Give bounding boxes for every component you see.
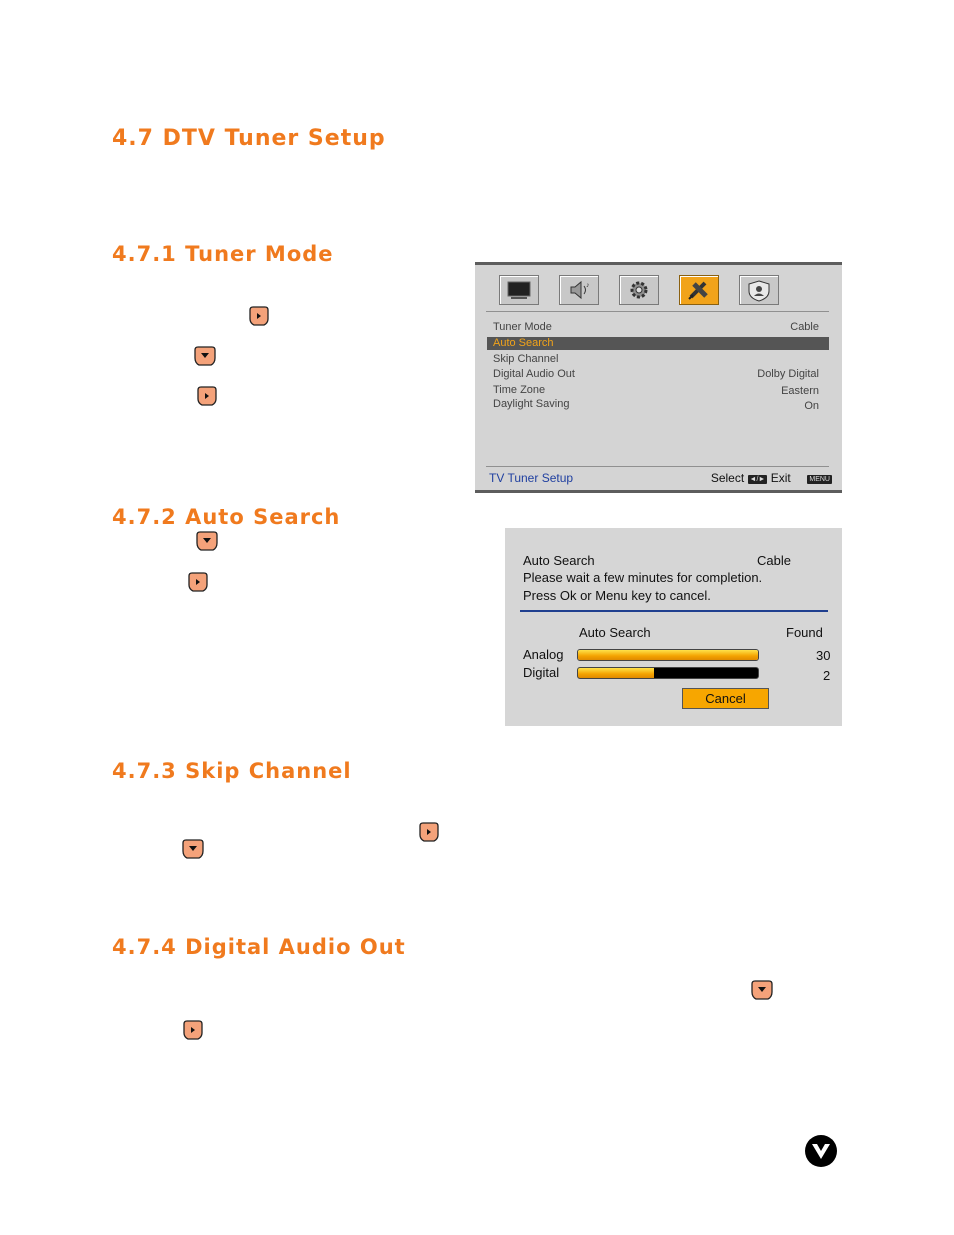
analog-progress-bar (577, 649, 759, 661)
section-heading-4-7-1: 4.7.1 Tuner Mode (112, 242, 334, 266)
search-instruction-line2: Press Ok or Menu key to cancel. (523, 588, 711, 603)
parental-lock-icon[interactable] (739, 275, 779, 305)
digital-label: Digital (523, 665, 560, 680)
exit-hint-label: Exit (770, 471, 791, 485)
tuner-setup-menu-screenshot (475, 262, 842, 493)
speaker-audio-icon[interactable] (559, 275, 599, 305)
menu-divider (486, 466, 829, 467)
select-key-icon: ◄/► (749, 476, 766, 483)
menu-item-label: Skip Channel (493, 353, 559, 365)
section-heading-4-7-2: 4.7.2 Auto Search (112, 505, 341, 529)
section-heading-4-7-4: 4.7.4 Digital Audio Out (112, 935, 406, 959)
menu-item-time-zone[interactable] (487, 384, 829, 397)
menu-item-daylight-saving[interactable] (487, 398, 829, 411)
menu-footer-title: TV Tuner Setup (489, 471, 574, 485)
right-arrow-button-icon (419, 822, 439, 842)
vizio-logo (805, 1135, 837, 1167)
menu-item-label: Digital Audio Out (493, 368, 575, 380)
analog-count: 30 (816, 648, 831, 663)
menu-item-label: Tuner Mode (493, 321, 552, 333)
gear-setup-icon[interactable] (619, 275, 659, 305)
right-arrow-button-icon (183, 1020, 203, 1040)
search-mode-value: Cable (757, 553, 791, 568)
menu-item-digital-audio-out[interactable] (487, 368, 829, 381)
section-heading-4-7: 4.7 DTV Tuner Setup (112, 126, 386, 151)
menu-divider (486, 311, 829, 312)
progress-header: Auto Search (579, 625, 651, 640)
menu-key-icon: MENU (809, 476, 830, 483)
digital-progress-fill (578, 668, 654, 678)
menu-item-value: Eastern (781, 385, 819, 397)
search-title: Auto Search (523, 553, 595, 568)
digital-count: 2 (823, 668, 831, 683)
menu-item-label: Daylight Saving (493, 398, 570, 410)
svg-text:♪: ♪ (586, 282, 590, 289)
menu-item-label: Auto Search (493, 337, 554, 349)
menu-footer-hints (711, 471, 832, 485)
right-arrow-button-icon (249, 306, 269, 326)
search-divider (520, 610, 828, 612)
right-arrow-button-icon (188, 572, 208, 592)
select-hint-label: Select (710, 471, 745, 485)
right-arrow-button-icon (197, 386, 217, 406)
digital-progress-bar (577, 667, 759, 679)
menu-item-value: Cable (790, 321, 819, 333)
analog-label: Analog (523, 647, 564, 662)
satellite-tuner-icon[interactable] (679, 275, 719, 305)
section-heading-4-7-3: 4.7.3 Skip Channel (112, 759, 352, 783)
down-arrow-button-icon (182, 839, 202, 859)
auto-search-screenshot (505, 528, 842, 726)
found-header: Found (786, 625, 823, 640)
analog-progress-fill (578, 650, 758, 660)
search-instruction-line1: Please wait a few minutes for completion. (523, 570, 763, 585)
cancel-button[interactable]: Cancel (682, 688, 769, 709)
down-arrow-button-icon (194, 346, 214, 366)
down-arrow-button-icon (751, 980, 771, 1000)
down-arrow-button-icon (196, 531, 216, 551)
menu-item-auto-search[interactable] (487, 337, 829, 350)
menu-item-skip-channel[interactable] (487, 353, 829, 366)
menu-item-value: Dolby Digital (757, 368, 819, 380)
menu-item-tuner-mode[interactable] (487, 321, 829, 334)
menu-item-value: On (804, 400, 819, 412)
tv-picture-icon[interactable] (499, 275, 539, 305)
menu-item-label: Time Zone (493, 384, 546, 396)
